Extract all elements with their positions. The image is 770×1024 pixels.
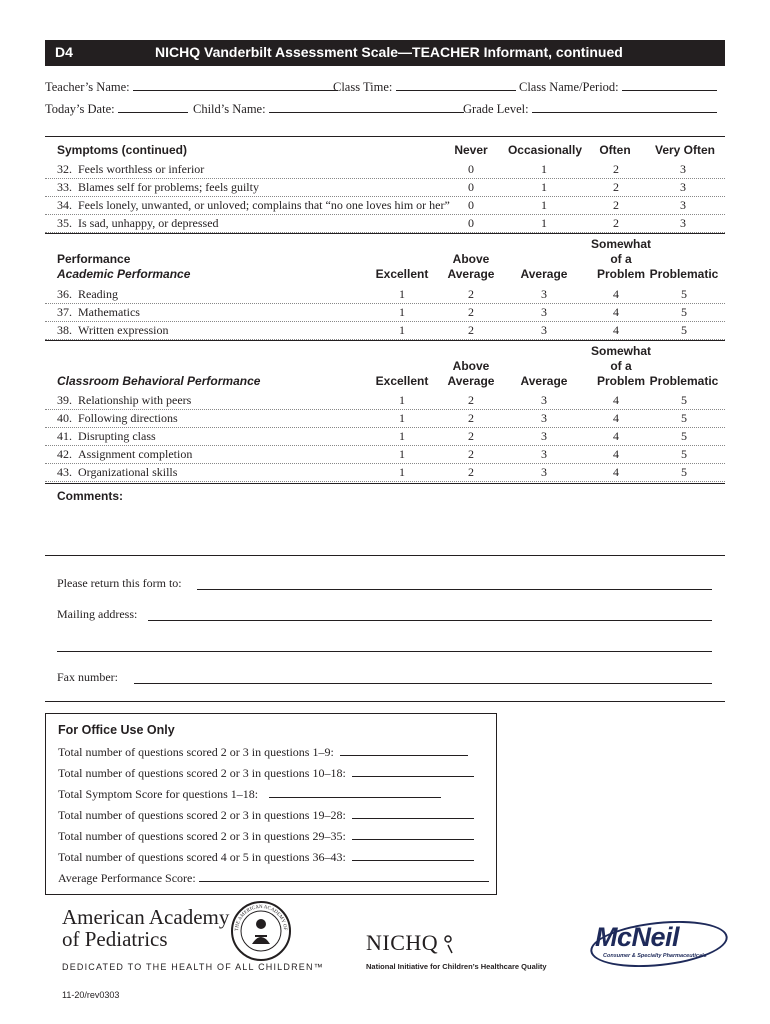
score-option[interactable]: 4 [613,429,619,443]
class-time-label: Class Time: [333,80,393,94]
office-line-label: Total number of questions scored 2 or 3 in questions 1–9: [58,745,334,759]
childs-name-label: Child’s Name: [193,102,266,116]
table-row [45,285,725,304]
nichq-logo: NICHQ [366,930,439,955]
row-label: 43. Organizational skills [57,465,178,479]
table-row [45,214,725,233]
col-never: Never [454,143,488,157]
col-somewhat-line3: Problem [596,374,645,388]
comments-area[interactable] [57,508,717,550]
office-line-label: Total number of questions scored 2 or 3 in questions 19–28: [58,808,346,822]
table-row [45,445,725,464]
col-often: Often [599,143,631,157]
col-above-average-2 [441,359,501,389]
score-option[interactable]: 1 [541,216,547,230]
score-option[interactable]: 1 [541,162,547,176]
score-option[interactable]: 1 [399,393,405,407]
childs-name-field[interactable] [193,102,464,117]
score-option[interactable]: 1 [399,465,405,479]
col-somewhat-problem-2 [586,344,656,389]
office-line[interactable] [58,766,474,781]
col-average: Average [520,267,568,281]
score-option[interactable]: 2 [613,198,619,212]
table-row [45,409,725,428]
mailing-address-label: Mailing address: [57,607,138,621]
score-option[interactable]: 3 [680,198,686,212]
col-above-line1: Above [452,359,490,373]
office-line[interactable] [58,850,474,865]
score-option[interactable]: 1 [399,447,405,461]
class-name-label: Class Name/Period: [519,80,619,94]
score-option[interactable]: 1 [399,411,405,425]
row-label: 35. Is sad, unhappy, or depressed [57,216,219,230]
score-option[interactable]: 4 [613,447,619,461]
office-line[interactable] [58,829,474,844]
row-label: 32. Feels worthless or inferior [57,162,205,176]
todays-date-label: Today’s Date: [45,102,115,116]
score-option[interactable]: 5 [681,429,687,443]
score-option[interactable]: 0 [468,162,474,176]
classroom-top-rule [45,340,725,341]
score-option[interactable]: 2 [468,465,474,479]
score-option[interactable]: 4 [613,287,619,301]
aap-line1: American Academy [62,905,230,929]
symptoms-heading: Symptoms (continued) [57,143,188,157]
office-use-title: For Office Use Only [58,723,175,737]
score-option[interactable]: 5 [681,393,687,407]
row-label: 39. Relationship with peers [57,393,192,407]
score-option[interactable]: 4 [613,411,619,425]
return-to-label: Please return this form to: [57,576,182,590]
mcneil-logo: McNeil [595,922,680,952]
score-option[interactable]: 2 [468,323,474,337]
teacher-name-field[interactable] [45,80,338,95]
score-option[interactable]: 3 [541,393,547,407]
score-option[interactable]: 1 [541,180,547,194]
table-row [45,196,725,215]
score-option[interactable]: 0 [468,216,474,230]
score-option[interactable]: 4 [613,305,619,319]
table-row [45,321,725,340]
score-option[interactable]: 3 [541,465,547,479]
class-time-field[interactable] [333,80,516,95]
col-very-often: Very Often [654,143,716,157]
score-option[interactable]: 3 [680,180,686,194]
score-option[interactable]: 3 [541,411,547,425]
classroom-subheading: Classroom Behavioral Performance [57,374,261,388]
score-option[interactable]: 2 [468,429,474,443]
comments-top-rule [45,483,725,484]
row-label: 33. Blames self for problems; feels guilty [57,180,259,194]
office-line-label: Average Performance Score: [58,871,196,885]
aap-seal-icon [230,900,292,962]
mailing-address-input[interactable] [148,620,712,621]
score-option[interactable]: 1 [541,198,547,212]
row-label: 37. Mathematics [57,305,140,319]
performance-heading: Performance [57,252,131,266]
symptoms-top-rule [45,136,725,137]
office-line[interactable] [58,745,468,760]
col-excellent-2: Excellent [375,374,429,388]
score-option[interactable]: 0 [468,180,474,194]
score-option[interactable]: 2 [468,393,474,407]
score-option[interactable]: 1 [399,305,405,319]
table-row [45,160,725,179]
nichq-caption: National Initiative for Children’s Healthcare Quality [366,962,547,971]
class-name-field[interactable] [519,80,717,95]
score-option[interactable]: 4 [613,393,619,407]
score-option[interactable]: 2 [613,216,619,230]
row-label: 42. Assignment completion [57,447,193,461]
form-title: NICHQ Vanderbilt Assessment Scale—TEACHER Informant, continued [155,44,623,60]
aap-logo-text [62,906,229,950]
col-somewhat-line2: of a [610,359,632,373]
col-above-line1: Above [452,252,490,266]
col-somewhat-problem [586,237,656,282]
col-excellent: Excellent [375,267,429,281]
score-option[interactable]: 5 [681,447,687,461]
table-row [45,303,725,322]
nichq-mark-icon [442,931,460,955]
col-average-2: Average [520,374,568,388]
col-above-average [441,252,501,282]
return-to-input[interactable] [197,589,712,590]
score-option[interactable]: 5 [681,305,687,319]
row-label: 34. Feels lonely, unwanted, or unloved; complains that “no one loves him or her” [57,198,450,212]
score-option[interactable]: 1 [399,429,405,443]
score-option[interactable]: 3 [680,216,686,230]
score-option[interactable]: 2 [468,287,474,301]
row-label: 41. Disrupting class [57,429,156,443]
score-option[interactable]: 1 [399,287,405,301]
score-option[interactable]: 1 [399,323,405,337]
col-above-line2: Average [447,267,495,281]
table-row [45,391,725,410]
col-somewhat-line2: of a [610,252,632,266]
mailing-address-input-2[interactable] [57,651,712,652]
score-option[interactable]: 4 [613,323,619,337]
score-option[interactable]: 3 [541,447,547,461]
score-option[interactable]: 2 [468,447,474,461]
revision-code: 11-20/rev0303 [62,990,120,1000]
grade-level-label: Grade Level: [463,102,529,116]
office-line[interactable] [58,787,441,802]
score-option[interactable]: 2 [468,305,474,319]
office-line-label: Total number of questions scored 2 or 3 in questions 29–35: [58,829,346,843]
score-option[interactable]: 3 [680,162,686,176]
score-option[interactable]: 4 [613,465,619,479]
col-somewhat-line3: Problem [596,267,645,281]
fax-number-input[interactable] [134,683,712,684]
office-line[interactable] [58,808,474,823]
form-code: D4 [55,44,73,60]
row-label: 36. Reading [57,287,118,301]
col-somewhat-line1: Somewhat [590,344,651,358]
academic-subheading: Academic Performance [57,267,191,281]
table-row [45,463,725,482]
score-option[interactable]: 2 [468,411,474,425]
grade-level-field[interactable] [463,102,717,117]
aap-tagline: DEDICATED TO THE HEALTH OF ALL CHILDREN™ [62,962,324,972]
seal-text: THE AMERICAN ACADEMY OF [234,904,288,932]
table-row [45,178,725,197]
col-problematic-2: Problematic [649,374,719,388]
score-option[interactable]: 0 [468,198,474,212]
score-option[interactable]: 3 [541,287,547,301]
office-line-label: Total number of questions scored 4 or 5 in questions 36–43: [58,850,346,864]
office-use-box [45,713,497,895]
teacher-name-label: Teacher’s Name: [45,80,130,94]
score-option[interactable]: 5 [681,323,687,337]
score-option[interactable]: 3 [541,305,547,319]
score-option[interactable]: 5 [681,411,687,425]
row-label: 38. Written expression [57,323,169,337]
col-somewhat-line1: Somewhat [590,237,651,251]
fax-number-label: Fax number: [57,670,118,684]
aap-line2: of Pediatrics [62,927,168,951]
mcneil-caption: Consumer & Specialty Pharmaceuticals [603,953,707,959]
office-line[interactable] [58,871,489,886]
score-option[interactable]: 3 [541,429,547,443]
score-option[interactable]: 2 [613,180,619,194]
comments-label: Comments: [57,489,124,503]
score-option[interactable]: 2 [613,162,619,176]
score-option[interactable]: 5 [681,465,687,479]
score-option[interactable]: 3 [541,323,547,337]
col-occasionally: Occasionally [507,143,583,157]
office-line-label: Total number of questions scored 2 or 3 in questions 10–18: [58,766,346,780]
row-label: 40. Following directions [57,411,178,425]
col-problematic: Problematic [649,267,719,281]
table-row [45,427,725,446]
header-bar [45,40,725,66]
score-option[interactable]: 5 [681,287,687,301]
return-form-box [45,555,725,702]
col-above-line2: Average [447,374,495,388]
performance-top-rule [45,233,725,234]
office-line-label: Total Symptom Score for questions 1–18: [58,787,259,801]
todays-date-field[interactable] [45,102,188,117]
